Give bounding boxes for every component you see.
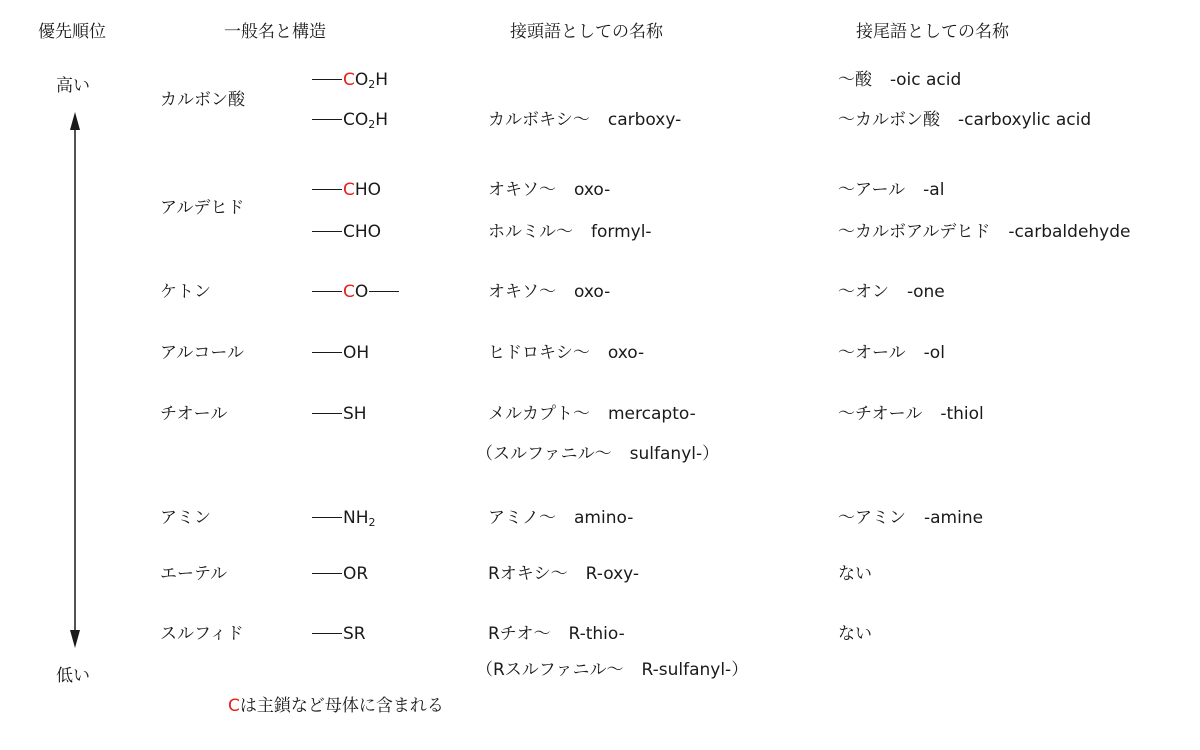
header-general-name-structure: 一般名と構造 bbox=[224, 22, 326, 42]
structure-carboxylic-substituent: $CO_2H$ bbox=[312, 112, 388, 129]
priority-axis-arrow bbox=[60, 110, 90, 650]
structure-ketone: CO bbox=[312, 284, 399, 301]
prefix-sulfanyl: （スルファニル〜 sulfanyl-） bbox=[476, 444, 720, 464]
header-prefix-name: 接頭語としての名称 bbox=[510, 22, 663, 42]
group-name-aldehyde: アルデヒド bbox=[160, 198, 245, 218]
prefix-formyl: ホルミル〜 formyl- bbox=[488, 222, 652, 242]
prefix-r-thio: Rチオ〜 R-thio- bbox=[488, 624, 625, 644]
structure-ether: OR bbox=[312, 566, 368, 583]
structure-aldehyde-main-chain: CHO bbox=[312, 182, 381, 199]
prefix-r-sulfanyl: （Rスルファニル〜 R-sulfanyl-） bbox=[476, 660, 749, 680]
prefix-r-oxy: Rオキシ〜 R-oxy- bbox=[488, 564, 640, 584]
group-name-carboxylic-acid: カルボン酸 bbox=[160, 90, 245, 110]
suffix-carboxylic-acid: 〜カルボン酸 -carboxylic acid bbox=[838, 110, 1092, 130]
structure-sulfide: SR bbox=[312, 626, 366, 643]
structure-amine: $NH_2$ bbox=[312, 510, 376, 527]
suffix-oic-acid: 〜酸 -oic acid bbox=[838, 70, 962, 90]
structure-aldehyde-substituent: CHO bbox=[312, 224, 381, 241]
group-name-sulfide: スルフィド bbox=[160, 624, 244, 644]
prefix-oxo-aldehyde: オキソ〜 oxo- bbox=[488, 180, 611, 200]
group-name-thiol: チオール bbox=[160, 404, 228, 424]
suffix-none-sulfide: ない bbox=[838, 624, 872, 644]
priority-high-label: 高い bbox=[56, 76, 90, 96]
suffix-al: 〜アール -al bbox=[838, 180, 945, 200]
prefix-carboxy: カルボキシ〜 carboxy- bbox=[488, 110, 682, 130]
prefix-amino: アミノ〜 amino- bbox=[488, 508, 634, 528]
group-name-alcohol: アルコール bbox=[160, 343, 244, 363]
suffix-ol: 〜オール -ol bbox=[838, 343, 945, 363]
group-name-amine: アミン bbox=[160, 508, 211, 528]
suffix-carbaldehyde: 〜カルボアルデヒド -carbaldehyde bbox=[838, 222, 1131, 242]
structure-alcohol: OH bbox=[312, 345, 369, 362]
prefix-oxo-ketone: オキソ〜 oxo- bbox=[488, 282, 611, 302]
group-name-ketone: ケトン bbox=[160, 282, 211, 302]
prefix-mercapto: メルカプト〜 mercapto- bbox=[488, 404, 696, 424]
structure-carboxylic-main-chain: $CO_2H$ bbox=[312, 72, 388, 89]
footnote: Cは主鎖など母体に含まれる bbox=[228, 696, 444, 716]
suffix-one: 〜オン -one bbox=[838, 282, 945, 302]
suffix-none-ether: ない bbox=[838, 564, 872, 584]
structure-thiol: SH bbox=[312, 406, 367, 423]
prefix-hydroxy: ヒドロキシ〜 oxo- bbox=[488, 343, 645, 363]
suffix-thiol: 〜チオール -thiol bbox=[838, 404, 984, 424]
suffix-amine: 〜アミン -amine bbox=[838, 508, 984, 528]
header-priority: 優先順位 bbox=[38, 22, 106, 42]
group-name-ether: エーテル bbox=[160, 564, 228, 584]
priority-low-label: 低い bbox=[56, 666, 90, 686]
header-suffix-name: 接尾語としての名称 bbox=[856, 22, 1009, 42]
